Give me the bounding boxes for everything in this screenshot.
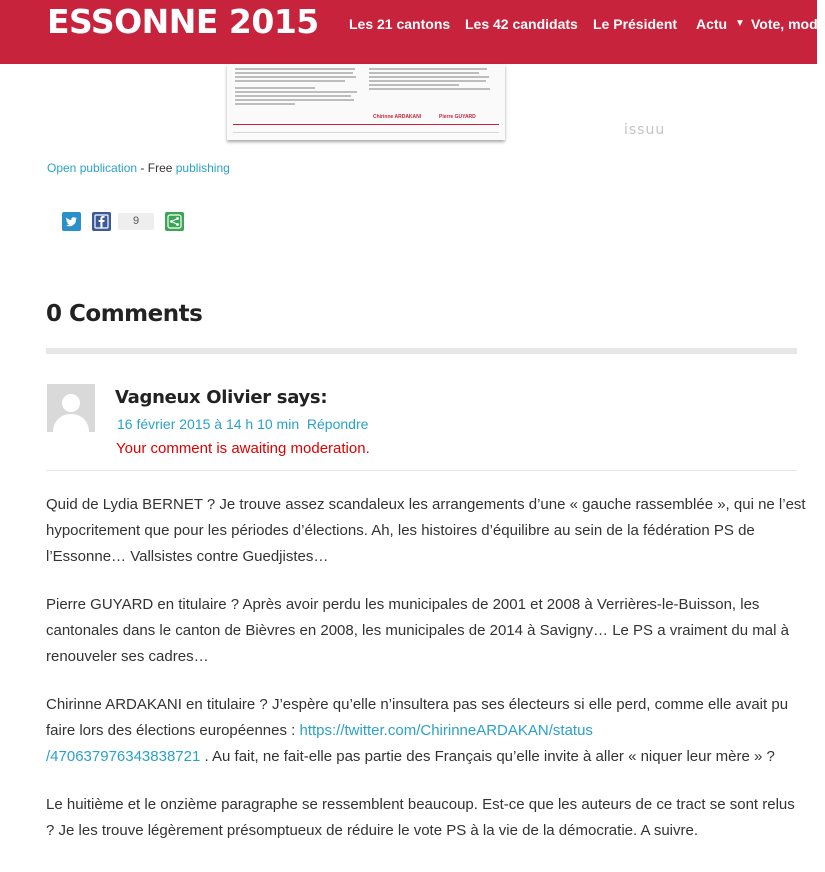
comment-body [46,492,806,866]
comment-paragraph-3-text-end: . Au fait, ne fait-elle pas partie des Français qu’elle invite à aller « niquer leur mère » ? [200,748,775,765]
doc-footer-rule [233,124,499,125]
issuu-logo[interactable]: issuu [624,122,666,138]
open-publication-link[interactable]: Open publication [47,161,138,175]
doc-signature-ardakani: Chirinne ARDAKANI [373,114,422,120]
nav-item-president[interactable]: Le Président [593,16,678,32]
comment-meta [117,416,368,432]
twitter-icon [62,212,81,231]
reply-link[interactable]: Répondre [306,416,369,432]
doc-footer-rule [233,132,499,133]
comment-divider [46,470,797,471]
issuu-caption [47,161,230,175]
facebook-icon [92,212,111,231]
site-header [0,0,825,64]
twitter-share-button[interactable] [62,212,81,231]
nav-item-actu[interactable]: Actu [696,16,728,32]
comments-heading: 0 Comments [46,301,203,327]
doc-text-column-left [235,66,363,107]
share-count-badge: 9 [118,213,154,230]
nav-item-candidats[interactable]: Les 42 candidats [465,16,578,32]
twitter-status-link-part-1[interactable]: https://twitter.com/ChirinneARDAKAN/status [299,722,593,739]
comment-paragraph-3-text: Chirinne ARDAKANI en titulaire ? J’espère qu’elle n’insultera pas ses électeurs si elle perd, comme elle avait pu faire lors des élections européennes : [46,696,789,739]
moderation-notice: Your comment is awaiting moderation. [116,440,370,457]
comments-divider [46,348,797,354]
doc-signature-guyard: Pierre GUYARD [439,114,476,120]
twitter-status-link-part-2[interactable]: /470637976343838721 [46,748,201,765]
comment-paragraph-1: Quid de Lydia BERNET ? Je trouve assez scandaleux les arrangements d’une « gauche rassemblée », qui ne l’est hypocritement que pour les périodes d’élections. Ah, les histoires d’équilibre au sein de la fédération PS de l’Essonne… Vallsistes contre Guedjistes… [46,496,806,565]
doc-text-column-right [369,66,497,92]
issuu-document-preview[interactable] [227,64,505,140]
issuu-caption-separator: - Free [137,161,176,175]
comment-date-link[interactable]: 16 février 2015 à 14 h 10 min [117,416,300,432]
comment-paragraph-3 [46,692,806,770]
nav-item-cantons[interactable]: Les 21 cantons [349,16,451,32]
avatar [47,384,95,432]
share-more-icon [165,212,184,231]
publishing-link[interactable]: publishing [175,161,230,175]
facebook-share-button[interactable] [92,212,111,231]
comment-paragraph-4: Le huitième et le onzième paragraphe se ressemblent beaucoup. Est-ce que les auteurs de ce tract se sont relus ? Je les trouve légèrement présomptueux de réduire le vote PS à la vie de la démocratie. A suivre. [46,796,795,839]
nav-item-vote[interactable]: Vote, mode [751,16,825,32]
site-title[interactable]: ESSONNE 2015 [47,2,319,41]
comment-author: Vagneux Olivier says: [115,387,328,408]
comment-paragraph-2: Pierre GUYARD en titulaire ? Après avoir perdu les municipales de 2001 et 2008 à Verrières-le-Buisson, les cantonales dans le canton de Bièvres en 2008, les municipales de 2014 à Savigny… Le PS a vraiment du mal à renouveler ses cadres… [46,596,789,665]
chevron-down-icon: ▼ [735,18,745,29]
default-user-icon [47,384,95,432]
more-share-button[interactable] [165,212,184,231]
